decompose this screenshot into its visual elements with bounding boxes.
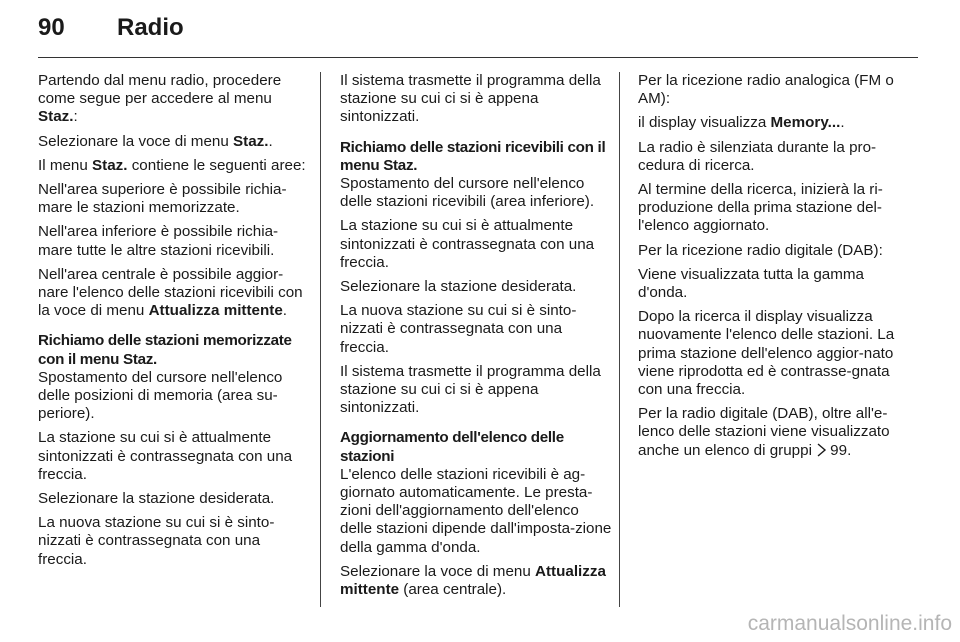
paragraph: Nell'area superiore è possibile richia-mare le stazioni memorizzate. [38,181,287,217]
section-heading: Richiamo delle stazioni ricevibili con il menu Staz. [340,138,606,174]
paragraph: Al termine della ricerca, inizierà la ri-produzione della prima stazione del-l'elenco aggiornato. [638,181,883,235]
paragraph: Il sistema trasmette il programma della stazione su cui ci si è appena sintonizzati. [340,72,601,126]
column-right [638,72,910,468]
paragraph: Per la ricezione radio analogica (FM o AM): [638,72,894,108]
paragraph: Selezionare la stazione desiderata. [38,490,275,508]
column-divider [320,72,321,607]
page-number: 90 [38,14,65,41]
paragraph: Spostamento del cursore nell'elenco delle posizioni di memoria (area su-periore). [38,368,283,423]
column-left [38,72,310,575]
page-title: Radio [117,14,184,41]
paragraph: il display visualizza Memory.... [638,114,845,132]
page-reference[interactable]: 99 [830,441,848,459]
paragraph: Spostamento del cursore nell'elenco delle stazioni ricevibili (area inferiore). [340,175,595,211]
section-heading: Richiamo delle stazioni memorizzate con il menu Staz. [38,332,292,368]
paragraph: Per la ricezione radio digitale (DAB): [638,241,883,259]
paragraph: Il menu Staz. contiene le seguenti aree: [38,156,306,174]
paragraph: Per la radio digitale (DAB), oltre all'e-lenco delle stazioni viene visualizzato anche un elenco di gruppi 99. [638,405,910,462]
paragraph: Selezionare la stazione desiderata. [340,278,577,296]
paragraph: Nell'area inferiore è possibile richia-mare tutte le altre stazioni ricevibili. [38,223,279,259]
watermark: carmanualsonline.info [747,612,952,635]
header-rule [38,57,918,58]
paragraph: Selezionare la voce di menu Attualizza mittente (area centrale). [340,562,606,599]
paragraph: Dopo la ricerca il display visualizza nuovamente l'elenco delle stazioni. La prima stazione dell'elenco aggior-nato viene riprodotta ed è contrasse-gnata con una freccia. [638,308,895,399]
column-middle [340,72,612,605]
page-reference-arrow-icon[interactable] [816,443,827,462]
column-divider [619,72,620,607]
paragraph: Selezionare la voce di menu Staz.. [38,132,273,150]
paragraph: La nuova stazione su cui si è sinto-nizzati è contrassegnata con una freccia. [38,514,275,568]
paragraph: La stazione su cui si è attualmente sintonizzati è contrassegnata con una freccia. [38,429,293,483]
paragraph: Viene visualizzata tutta la gamma d'onda. [638,265,864,302]
paragraph: La nuova stazione su cui si è sinto-nizzati è contrassegnata con una freccia. [340,302,577,356]
paragraph: Partendo dal menu radio, procedere come segue per accedere al menu Staz.: [38,72,282,126]
paragraph: L'elenco delle stazioni ricevibili è ag-giornato automaticamente. Le presta-zioni dell'aggiornamento dell'elenco delle stazioni dipende dall'imposta-zione della gamma d'onda. [340,465,612,556]
paragraph: Il sistema trasmette il programma della stazione su cui ci si è appena sintonizzati. [340,362,601,417]
section-heading: Aggiornamento dell'elenco delle stazioni [340,429,564,465]
paragraph: La stazione su cui si è attualmente sintonizzati è contrassegnata con una freccia. [340,217,595,271]
page-header [0,0,960,58]
paragraph: La radio è silenziata durante la pro-cedura di ricerca. [638,138,877,174]
paragraph: Nell'area centrale è possibile aggior-nare l'elenco delle stazioni ricevibili con la voce di menu Attualizza mittente. [38,265,303,320]
